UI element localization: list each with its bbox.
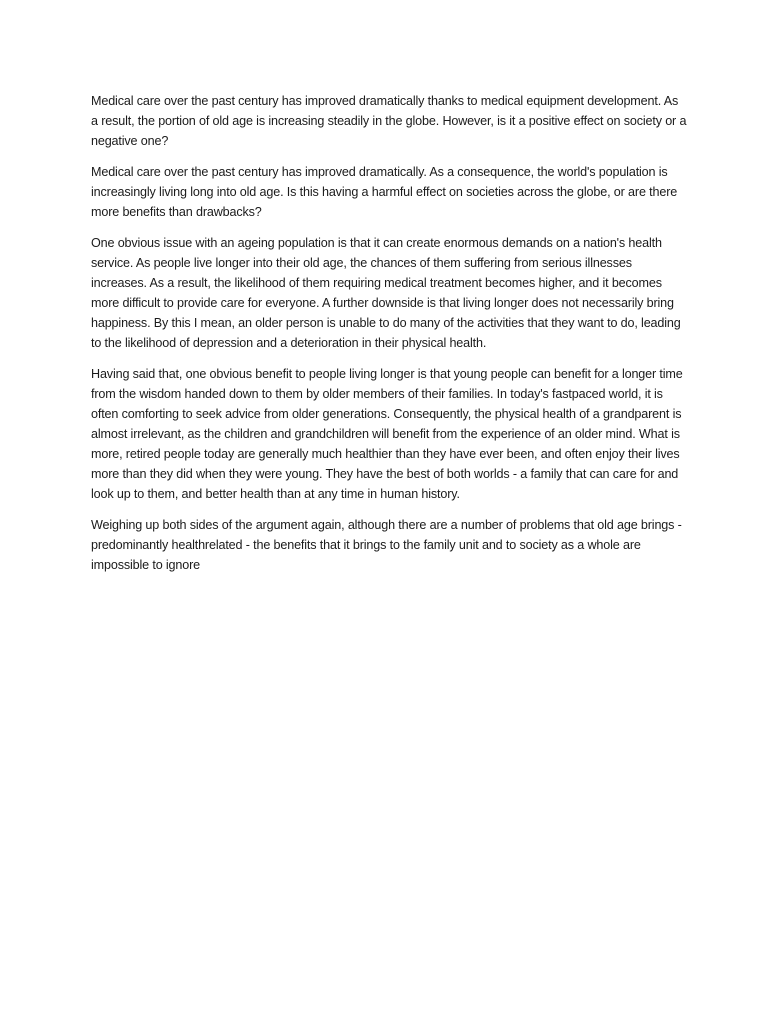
paragraph-conclusion: Weighing up both sides of the argument again, although there are a number of problems that old age brings - predominantly healthrelated - the benefits that it brings to the family unit and to society as a whole are impossible to ignore [91, 518, 682, 572]
paragraph-introduction-revised: Medical care over the past century has improved dramatically. As a consequence, the world's population is increasingly living long into old age. Is this having a harmful effect on societies across the globe, or are there more benefits than drawbacks? [91, 165, 678, 219]
paragraph-benefits: Having said that, one obvious benefit to people living longer is that young people can benefit for a longer time from the wisdom handed down to them by older members of their families. In today's fastpaced world, it is often comforting to seek advice from older generations. Consequently, the physical health of a grandparent is almost irrelevant, as the children and grandchildren will benefit from the experience of an older mind. What is more, retired people today are generally much healthier than they have ever been, and often enjoy their lives more than they did when they were young. They have the best of both worlds - a family that can care for and look up to them, and better health than at any time in human history. [91, 367, 683, 501]
document-body [91, 91, 687, 575]
paragraph-introduction: Medical care over the past century has improved dramatically thanks to medical equipment development. As a result, the portion of old age is increasing steadily in the globe. However, is it a positive effect on society or a negative one? [91, 94, 687, 148]
paragraph-drawbacks: One obvious issue with an ageing population is that it can create enormous demands on a nation's health service. As people live longer into their old age, the chances of them suffering from serious illnesses increases. As a result, the likelihood of them requiring medical treatment becomes higher, and it becomes more difficult to provide care for everyone. A further downside is that living longer does not necessarily bring happiness. By this I mean, an older person is unable to do many of the activities that they want to do, leading to the likelihood of depression and a deterioration in their physical health. [91, 236, 681, 350]
